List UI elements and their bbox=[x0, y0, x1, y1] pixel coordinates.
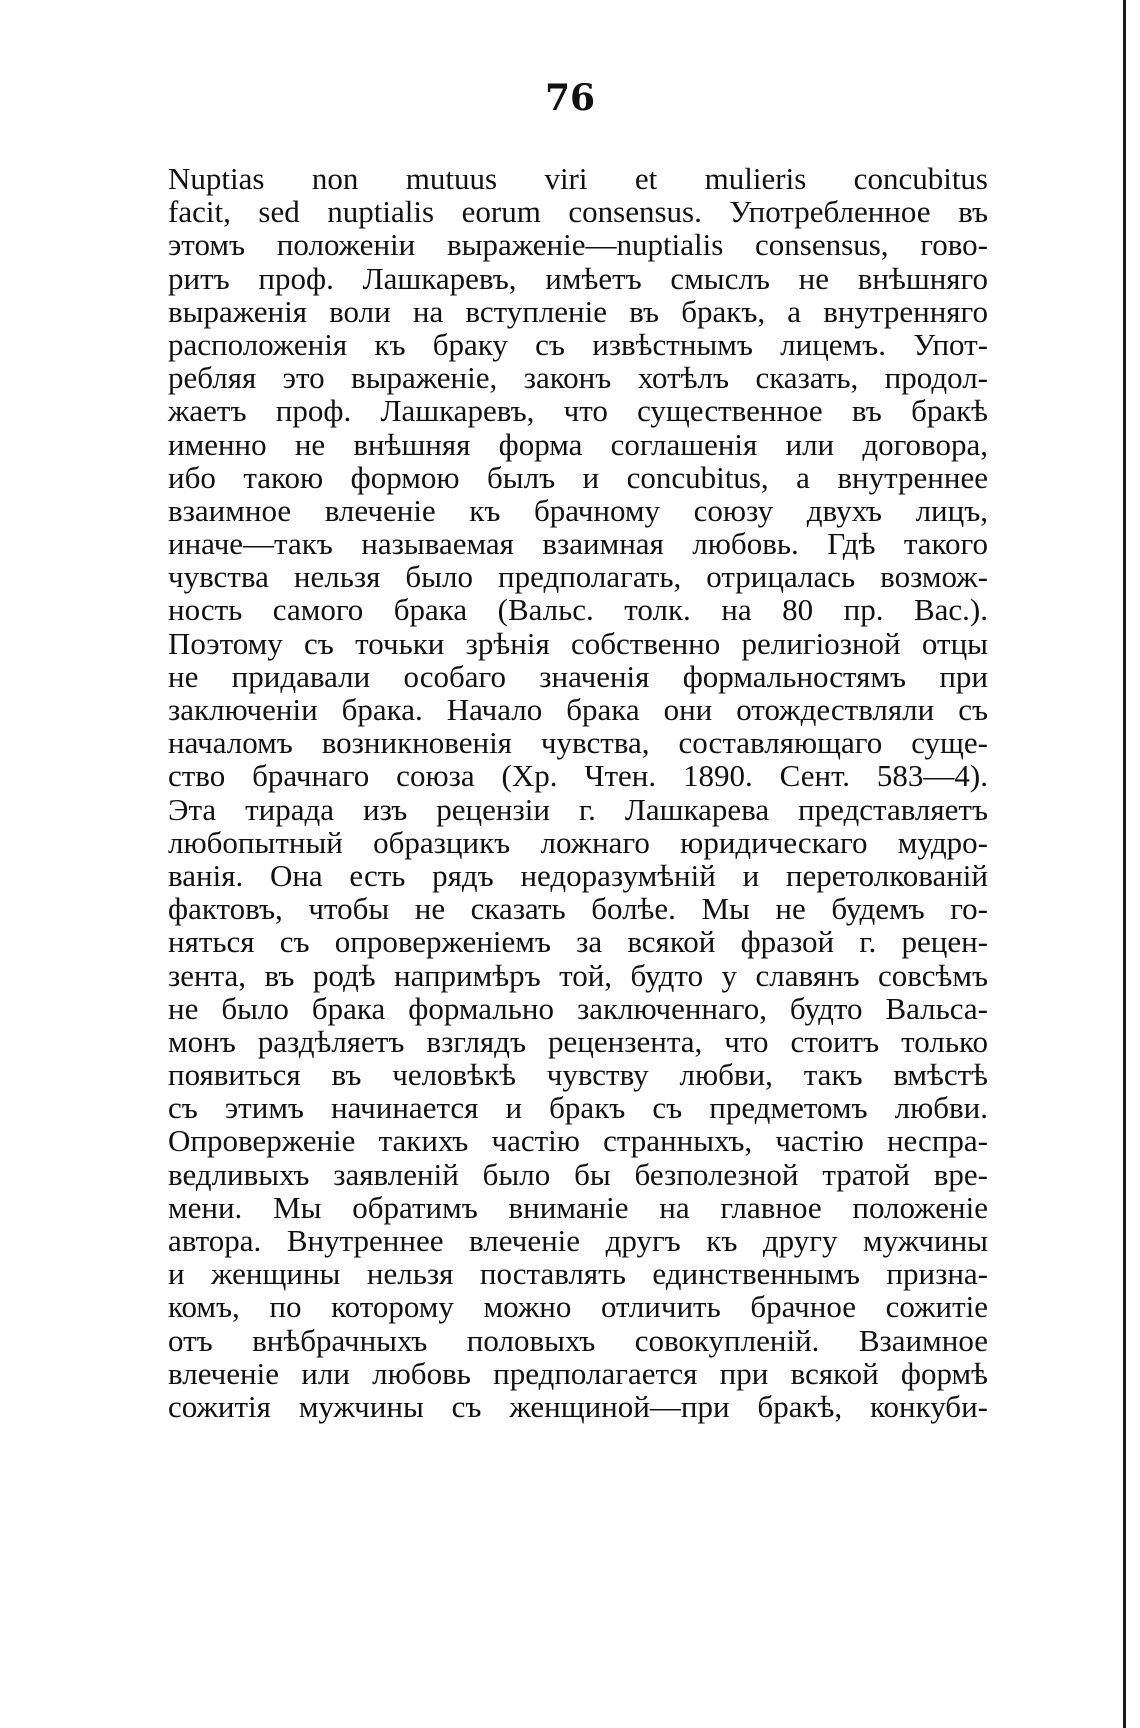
text-line: Эта тирада изъ рецензiи г. Лашкарева представляетъ bbox=[168, 791, 988, 827]
text-line: сожитiя мужчины съ женщиной—при бракѣ, конкуби- bbox=[168, 1388, 988, 1424]
text-line: facit, sed nuptialis eorum consensus. Употребленное въ bbox=[168, 194, 988, 230]
text-line: фактовъ, чтобы не сказать болѣе. Мы не будемъ го- bbox=[168, 891, 988, 927]
text-line: выраженiя воли на вступленiе въ бракъ, а внутренняго bbox=[168, 293, 988, 329]
text-line: Nuptias non mutuus viri et mulieris concubitus bbox=[168, 161, 988, 196]
text-line: жаетъ проф. Лашкаревъ, что существенное въ бракѣ bbox=[168, 393, 988, 429]
text-line: взаимное влеченiе къ брачному союзу двухъ лицъ, bbox=[168, 492, 988, 528]
text-line: иначе—такъ называемая взаимная любовь. Гдѣ такого bbox=[168, 526, 988, 562]
text-line: автора. Внутреннее влеченiе другъ къ другу мужчины bbox=[168, 1223, 988, 1258]
text-line: расположенiя къ браку съ извѣстнымъ лицемъ. Упот- bbox=[168, 326, 988, 362]
text-line: зента, въ родѣ напримѣръ той, будто у славянъ совсѣмъ bbox=[168, 957, 988, 993]
text-line: ритъ проф. Лашкаревъ, имѣетъ смыслъ не внѣшняго bbox=[168, 260, 988, 296]
text-line: мени. Мы обратимъ вниманiе на главное положенiе bbox=[168, 1189, 988, 1225]
text-line: ство брачнаго союза (Хр. Чтен. 1890. Сент. 583—4). bbox=[168, 758, 988, 794]
text-line: Поэтому съ точьки зрѣнiя собственно религiозной отцы bbox=[168, 625, 988, 661]
text-line: влеченiе или любовь предполагается при всякой формѣ bbox=[168, 1355, 988, 1391]
page-edge-line bbox=[1123, 0, 1126, 1728]
text-line: этомъ положенiи выраженiе—nuptialis consensus, гово- bbox=[168, 227, 988, 263]
text-line: ность самого брака (Вальс. толк. на 80 пр. Вас.). bbox=[168, 592, 988, 628]
text-line: именно не внѣшняя форма соглашенiя или договора, bbox=[168, 426, 988, 462]
body-text bbox=[168, 162, 988, 1423]
text-line: не придавали особаго значенiя формальностямъ при bbox=[168, 658, 988, 694]
text-line: монъ раздѣляетъ взглядъ рецензента, что стоитъ только bbox=[168, 1023, 988, 1059]
page-number: 76 bbox=[544, 77, 596, 119]
text-line: ребляя это выраженiе, законъ хотѣлъ сказать, продол- bbox=[168, 360, 988, 396]
text-line: отъ внѣбрачныхъ половыхъ совокупленiй. Взаимное bbox=[168, 1322, 988, 1358]
text-line: и женщины нельзя поставлять единственнымъ призна- bbox=[168, 1256, 988, 1292]
text-line: началомъ возникновенiя чувства, составляющаго суще- bbox=[168, 725, 988, 761]
text-line: няться съ опроверженiемъ за всякой фразой г. рецен- bbox=[168, 924, 988, 960]
text-line: чувства нельзя было предполагать, отрицалась возмож- bbox=[168, 559, 988, 595]
text-line: Опроверженiе такихъ частiю странныхъ, частiю неспра- bbox=[168, 1123, 988, 1159]
text-line: ведливыхъ заявленiй было бы безполезной тратой вре- bbox=[168, 1156, 988, 1192]
text-line: заключенiи брака. Начало брака они отождествляли съ bbox=[168, 692, 988, 727]
text-line: любопытный образцикъ ложнаго юридическаго мудро- bbox=[168, 824, 988, 860]
text-line: съ этимъ начинается и бракъ съ предметомъ любви. bbox=[168, 1090, 988, 1126]
text-line: комъ, по которому можно отличить брачное сожитiе bbox=[168, 1289, 988, 1325]
text-line: появиться въ человѣкѣ чувству любви, такъ вмѣстѣ bbox=[168, 1057, 988, 1093]
text-line: ибо такою формою былъ и concubitus, а внутреннее bbox=[168, 459, 988, 495]
text-line: не было брака формально заключеннаго, будто Вальса- bbox=[168, 990, 988, 1026]
text-line: ванiя. Она есть рядъ недоразумѣнiй и перетолкованiй bbox=[168, 857, 988, 893]
